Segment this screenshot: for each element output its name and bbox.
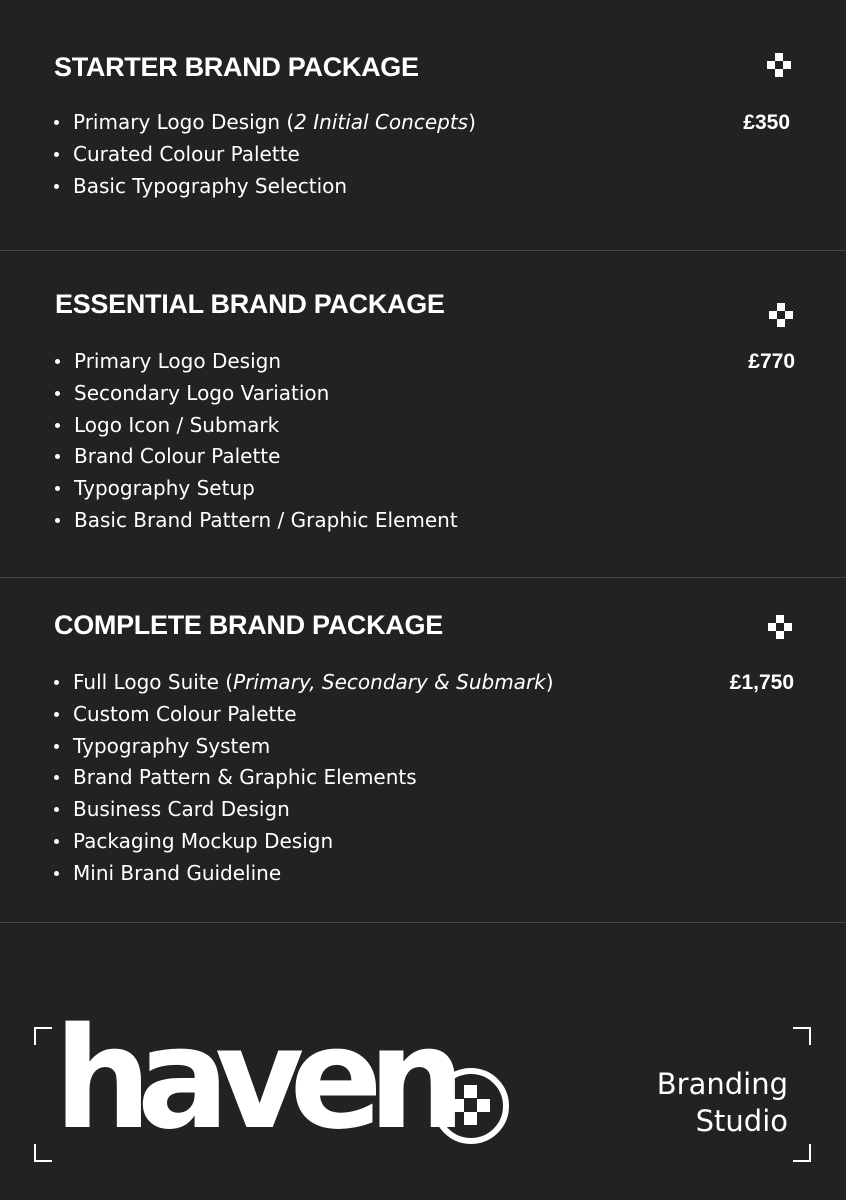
divider (0, 250, 846, 251)
list-item: Custom Colour Palette (54, 699, 554, 731)
list-item: Basic Typography Selection (54, 171, 476, 203)
divider (0, 922, 846, 923)
checker-cross-icon (767, 53, 791, 77)
list-item: Primary Logo Design (2 Initial Concepts) (54, 107, 476, 139)
list-item: Full Logo Suite (Primary, Secondary & Submark) (54, 667, 554, 699)
list-item: Primary Logo Design (55, 346, 458, 378)
frame-corner (34, 1027, 52, 1045)
list-item: Mini Brand Guideline (54, 858, 554, 890)
list-item: Business Card Design (54, 794, 554, 826)
frame-corner (34, 1144, 52, 1162)
list-item: Typography Setup (55, 473, 458, 505)
feature-list (54, 667, 554, 890)
package-title: COMPLETE BRAND PACKAGE (54, 610, 443, 640)
list-item: Curated Colour Palette (54, 139, 476, 171)
list-item: Packaging Mockup Design (54, 826, 554, 858)
list-item: Secondary Logo Variation (55, 378, 458, 410)
checker-cross-icon (769, 303, 793, 327)
frame-corner (793, 1144, 811, 1162)
package-price: £350 (743, 111, 790, 134)
divider (0, 577, 846, 578)
brand-logo: haven (54, 998, 451, 1161)
frame-corner (793, 1027, 811, 1045)
list-item: Basic Brand Pattern / Graphic Element (55, 505, 458, 537)
tagline-line: Studio (695, 1104, 788, 1138)
brand-tagline (657, 1066, 788, 1140)
package-title: STARTER BRAND PACKAGE (54, 52, 419, 82)
list-item: Brand Colour Palette (55, 441, 458, 473)
package-title: ESSENTIAL BRAND PACKAGE (55, 289, 445, 319)
package-price: £1,750 (729, 671, 794, 694)
package-price: £770 (748, 350, 795, 373)
feature-list (55, 346, 458, 537)
list-item: Typography System (54, 731, 554, 763)
checker-cross-icon (768, 615, 792, 639)
list-item: Brand Pattern & Graphic Elements (54, 762, 554, 794)
circle-checker-icon (432, 1067, 510, 1145)
tagline-line: Branding (656, 1067, 788, 1101)
feature-list (54, 107, 476, 202)
list-item: Logo Icon / Submark (55, 410, 458, 442)
